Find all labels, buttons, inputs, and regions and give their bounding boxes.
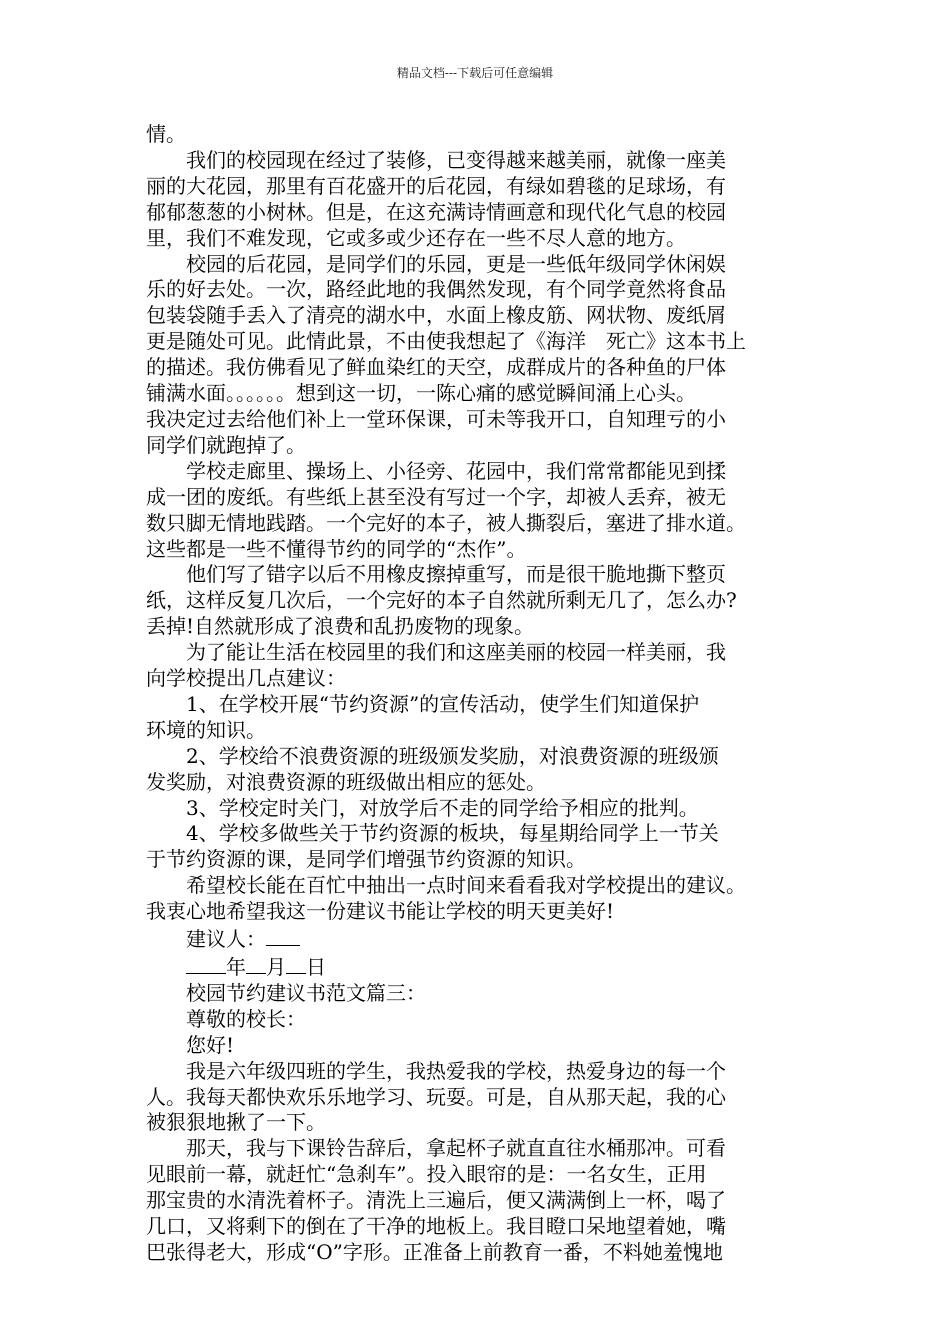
text-line: 校园的后花园，是同学们的乐园，更是一些低年级同学休闲娱: [146, 251, 726, 276]
document-body: [146, 122, 806, 1266]
text-line: 1、在学校开展“节约资源”的宣传活动，使学生们知道保护: [146, 691, 700, 716]
text-line: 几口，又将剩下的倒在了干净的地板上。我目瞪口呆地望着她，嘴: [146, 1214, 726, 1239]
text-line: 尊敬的校长：: [146, 1006, 306, 1031]
text-line: 我决定过去给他们补上一堂环保课，可未等我开口，自知理亏的小: [146, 406, 726, 431]
body-part-2: [146, 981, 806, 1266]
text-line: 包装袋随手丢入了清亮的湖水中，水面上橡皮筋、网状物、废纸屑: [146, 303, 726, 328]
text-line: 4、学校多做些关于节约资源的板块，每星期给同学上一节关: [146, 821, 719, 846]
text-line: 这些都是一些不懂得节约的同学的“杰作”。: [146, 536, 527, 561]
signature-line: [146, 925, 806, 953]
text-line: 的描述。我仿佛看见了鲜血染红的天空，成群成片的各种鱼的尸体: [146, 355, 726, 380]
signature-label: 建议人：: [146, 927, 266, 952]
text-line: 于节约资源的课，是同学们增强节约资源的知识。: [146, 847, 586, 872]
day-blank: [286, 953, 306, 974]
date-day: 日: [306, 955, 326, 979]
text-line: 铺满水面。。。。。。想到这一切，一陈心痛的感觉瞬间涌上心头。: [146, 381, 696, 406]
text-line: 被狠狠地揪了一下。: [146, 1110, 326, 1135]
text-line: 我衷心地希望我这一份建议书能让学校的明天更美好!: [146, 899, 615, 924]
date-line: [146, 953, 806, 981]
text-line: 发奖励，对浪费资源的班级做出相应的惩处。: [146, 769, 546, 794]
text-line: 希望校长能在百忙中抽出一点时间来看看我对学校提出的建议。: [146, 873, 746, 898]
text-line: 巴张得老大，形成“O”字形。正准备上前教育一番，不料她羞愧地: [146, 1239, 723, 1264]
text-line: 郁郁葱葱的小树林。但是，在这充满诗情画意和现代化气息的校园: [146, 199, 726, 224]
date-month: 月: [266, 955, 286, 979]
text-line: 纸，这样反复几次后，一个完好的本子自然就所剩无几了，怎么办?: [146, 588, 737, 613]
text-line: 为了能让生活在校园里的我们和这座美丽的校园一样美丽，我: [146, 640, 726, 665]
text-line: 他们写了错字以后不用橡皮擦掉重写，而是很干脆地撕下整页: [146, 562, 726, 587]
text-line: 我是六年级四班的学生，我热爱我的学校，热爱身边的每一个: [146, 1058, 726, 1083]
text-line: 向学校提出几点建议：: [146, 666, 346, 691]
text-line: 那宝贵的水清洗着杯子。清洗上三遍后，便又满满倒上一杯，喝了: [146, 1188, 726, 1213]
text-line: 见眼前一幕，就赶忙“急刹车”。投入眼帘的是：一名女生，正用: [146, 1162, 707, 1187]
text-line: 里，我们不难发现，它或多或少还存在一些不尽人意的地方。: [146, 225, 686, 250]
date-year: 年: [226, 955, 246, 979]
body-part-1: [146, 122, 806, 925]
text-line: 成一团的废纸。有些纸上甚至没有写过一个字，却被人丢弃，被无: [146, 484, 726, 509]
year-blank: [186, 953, 226, 974]
text-line: 数只脚无情地践踏。一个完好的本子，被人撕裂后，塞进了排水道。: [146, 510, 746, 535]
text-line: 丽的大花园，那里有百花盛开的后花园，有绿如碧毯的足球场，有: [146, 173, 726, 198]
text-line: 3、学校定时关门，对放学后不走的同学给予相应的批判。: [146, 795, 699, 820]
text-line: 那天，我与下课铃告辞后，拿起杯子就直直往水桶那冲。可看: [146, 1136, 726, 1161]
text-line: 同学们就跑掉了。: [146, 432, 306, 457]
text-line: 2、学校给不浪费资源的班级颁发奖励，对浪费资源的班级颁: [146, 743, 719, 768]
page-header: 精品文档---下载后可任意编辑: [396, 66, 554, 80]
signature-blank: [266, 925, 300, 946]
text-line: 环境的知识。: [146, 717, 266, 742]
text-line: 丢掉!自然就形成了浪费和乱扔废物的现象。: [146, 614, 535, 639]
month-blank: [246, 953, 266, 974]
text-line: 您好!: [146, 1032, 235, 1057]
text-line: 情。: [146, 122, 186, 146]
text-line: 校园节约建议书范文篇三：: [146, 980, 426, 1005]
text-line: 更是随处可见。此情此景，不由使我想起了《海洋 死亡》这本书上: [146, 329, 746, 354]
text-line: 人。我每天都快欢乐乐地学习、玩耍。可是，自从那天起，我的心: [146, 1084, 726, 1109]
text-line: 乐的好去处。一次，路经此地的我偶然发现，有个同学竟然将食品: [146, 277, 726, 302]
text-line: 我们的校园现在经过了装修，已变得越来越美丽，就像一座美: [146, 147, 726, 172]
text-line: 学校走廊里、操场上、小径旁、花园中，我们常常都能见到揉: [146, 458, 726, 483]
